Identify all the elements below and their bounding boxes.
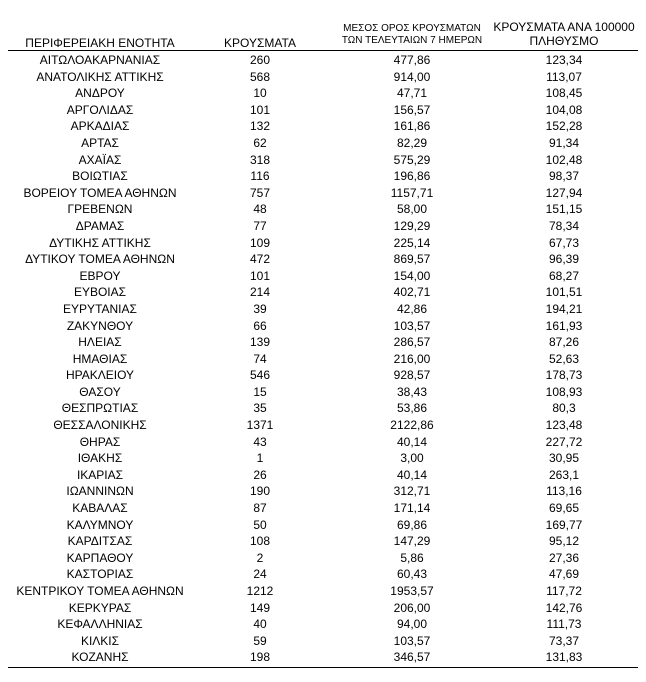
cell-per100k: 152,28 bbox=[545, 119, 583, 134]
cell-per100k: 78,34 bbox=[548, 218, 580, 233]
cell-per100k: 111,73 bbox=[546, 617, 582, 632]
cell-cases: 546 bbox=[249, 368, 271, 383]
cell-cases: 318 bbox=[249, 152, 271, 167]
cell-per100k: 142,76 bbox=[545, 600, 583, 615]
cell-cases: 260 bbox=[249, 53, 271, 67]
cell-avg: 147,29 bbox=[393, 534, 431, 549]
cell-per100k: 123,34 bbox=[545, 53, 583, 67]
table-row bbox=[8, 450, 638, 467]
cell-avg: 161,86 bbox=[393, 119, 431, 134]
cell-avg: 402,71 bbox=[393, 285, 431, 300]
cell-avg: 42,86 bbox=[396, 301, 428, 316]
cell-avg: 154,00 bbox=[393, 268, 431, 283]
table-row bbox=[8, 583, 638, 600]
cell-region: ΚΕΦΑΛΛΗΝΙΑΣ bbox=[57, 617, 143, 632]
cell-cases: 48 bbox=[253, 202, 267, 217]
cell-cases: 10 bbox=[253, 86, 267, 101]
cell-region: ΙΚΑΡΙΑΣ bbox=[76, 467, 124, 482]
cell-cases: 1 bbox=[256, 451, 264, 466]
cell-cases: 74 bbox=[253, 351, 267, 366]
cell-avg: 58,00 bbox=[396, 202, 428, 217]
table-row bbox=[8, 152, 638, 169]
cell-region: ΙΩΑΝΝΙΝΩΝ bbox=[66, 484, 134, 499]
cell-avg: 286,57 bbox=[393, 335, 431, 350]
cell-per100k: 47,69 bbox=[548, 567, 580, 582]
table-row bbox=[8, 301, 638, 318]
table-row bbox=[8, 284, 638, 301]
table-row bbox=[8, 467, 638, 484]
cell-avg: 2122,86 bbox=[390, 418, 434, 433]
table-row bbox=[8, 334, 638, 351]
cell-avg: 196,86 bbox=[393, 169, 431, 184]
cell-cases: 50 bbox=[253, 517, 267, 532]
cell-avg: 129,29 bbox=[393, 218, 431, 233]
table-row bbox=[8, 201, 638, 218]
cell-cases: 62 bbox=[253, 135, 267, 150]
table-body bbox=[8, 52, 638, 666]
cell-per100k: 67,73 bbox=[548, 235, 580, 250]
cell-per100k: 108,93 bbox=[545, 384, 583, 399]
cell-avg: 1953,57 bbox=[390, 584, 434, 598]
cell-avg: 40,14 bbox=[396, 434, 428, 449]
cell-per100k: 80,3 bbox=[552, 401, 576, 416]
cell-per100k: 73,37 bbox=[548, 633, 580, 648]
cell-per100k: 68,27 bbox=[548, 268, 580, 283]
header-avg-7-days bbox=[334, 23, 490, 47]
cell-per100k: 91,34 bbox=[548, 135, 580, 150]
cell-per100k: 30,95 bbox=[548, 451, 580, 466]
cell-region: ΑΝΑΤΟΛΙΚΗΣ ΑΤΤΙΚΗΣ bbox=[36, 69, 164, 84]
cell-cases: 139 bbox=[249, 335, 271, 350]
table-row bbox=[8, 633, 638, 650]
table-row bbox=[8, 434, 638, 451]
cell-region: ΚΕΝΤΡΙΚΟΥ ΤΟΜΕΑ ΑΘΗΝΩΝ bbox=[16, 584, 184, 598]
cell-cases: 109 bbox=[249, 235, 271, 250]
cell-avg: 82,29 bbox=[396, 135, 428, 150]
cell-region: ΒΟΡΕΙΟΥ ΤΟΜΕΑ ΑΘΗΝΩΝ bbox=[23, 185, 177, 200]
table-row bbox=[8, 649, 638, 666]
cell-cases: 1212 bbox=[246, 584, 274, 598]
cell-cases: 35 bbox=[253, 401, 267, 416]
table-row bbox=[8, 185, 638, 202]
table-row bbox=[8, 52, 638, 69]
cell-avg: 47,71 bbox=[396, 86, 428, 101]
cell-avg: 5,86 bbox=[400, 550, 424, 565]
table-row bbox=[8, 218, 638, 235]
cell-avg: 94,00 bbox=[396, 617, 428, 632]
cell-avg: 53,86 bbox=[396, 401, 428, 416]
cell-per100k: 104,08 bbox=[545, 102, 583, 117]
table-row bbox=[8, 483, 638, 500]
cell-cases: 24 bbox=[253, 567, 267, 582]
cell-avg: 171,14 bbox=[393, 501, 431, 516]
cell-cases: 77 bbox=[253, 218, 267, 233]
table-row bbox=[8, 235, 638, 252]
header-avg-line2: ΤΩΝ ΤΕΛΕΥΤΑΙΩΝ 7 ΗΜΕΡΩΝ bbox=[341, 35, 483, 46]
cell-region: ΕΒΡΟΥ bbox=[79, 268, 121, 283]
cell-avg: 477,86 bbox=[393, 53, 431, 67]
cell-region: ΚΑΡΠΑΘΟΥ bbox=[66, 550, 134, 565]
cell-region: ΗΛΕΙΑΣ bbox=[78, 335, 122, 350]
header-avg-line1: ΜΕΣΟΣ ΟΡΟΣ ΚΡΟΥΣΜΑΤΩΝ bbox=[343, 23, 481, 34]
table-row bbox=[8, 268, 638, 285]
cell-cases: 101 bbox=[249, 102, 271, 117]
cell-region: ΑΡΓΟΛΙΔΑΣ bbox=[66, 102, 134, 117]
cell-region: ΑΝΔΡΟΥ bbox=[75, 86, 125, 101]
cell-avg: 225,14 bbox=[393, 235, 431, 250]
cell-cases: 15 bbox=[253, 384, 267, 399]
header-per100k-line2: ΠΛΗΘΥΣΜΟ bbox=[529, 34, 599, 48]
cell-region: ΚΑΒΑΛΑΣ bbox=[72, 501, 128, 516]
table-row bbox=[8, 616, 638, 633]
cell-avg: 206,00 bbox=[393, 600, 431, 615]
header-cases: ΚΡΟΥΣΜΑΤΑ bbox=[224, 36, 296, 50]
cell-per100k: 151,15 bbox=[545, 202, 583, 217]
cell-per100k: 113,16 bbox=[546, 484, 582, 499]
cell-cases: 472 bbox=[249, 252, 271, 267]
cell-per100k: 98,37 bbox=[548, 169, 580, 184]
cell-cases: 101 bbox=[249, 268, 271, 283]
table-row bbox=[8, 517, 638, 534]
cell-cases: 66 bbox=[253, 318, 267, 333]
cell-avg: 38,43 bbox=[396, 384, 428, 399]
table-row bbox=[8, 533, 638, 550]
cell-region: ΕΥΒΟΙΑΣ bbox=[73, 285, 127, 300]
cell-region: ΚΑΡΔΙΤΣΑΣ bbox=[67, 534, 133, 549]
cell-region: ΘΑΣΟΥ bbox=[79, 384, 121, 399]
table-row bbox=[8, 102, 638, 119]
cell-cases: 108 bbox=[249, 534, 271, 549]
cell-avg: 346,57 bbox=[393, 650, 431, 665]
cell-per100k: 101,51 bbox=[545, 285, 583, 300]
cell-region: ΑΧΑΪΑΣ bbox=[78, 152, 122, 167]
table-row bbox=[8, 69, 638, 86]
cell-region: ΗΜΑΘΙΑΣ bbox=[72, 351, 128, 366]
cell-cases: 214 bbox=[249, 285, 271, 300]
bottom-rule bbox=[8, 667, 638, 668]
cell-per100k: 96,39 bbox=[548, 252, 580, 267]
cell-region: ΔΥΤΙΚΟΥ ΤΟΜΕΑ ΑΘΗΝΩΝ bbox=[25, 252, 175, 267]
cell-per100k: 87,26 bbox=[548, 335, 580, 350]
cell-cases: 757 bbox=[249, 185, 271, 200]
table-row bbox=[8, 417, 638, 434]
cell-per100k: 131,83 bbox=[545, 650, 583, 665]
cell-region: ΔΥΤΙΚΗΣ ΑΤΤΙΚΗΣ bbox=[49, 235, 151, 250]
cell-cases: 43 bbox=[253, 434, 267, 449]
table-row bbox=[8, 251, 638, 268]
cell-avg: 914,00 bbox=[393, 69, 431, 84]
cell-avg: 216,00 bbox=[393, 351, 431, 366]
cell-per100k: 263,1 bbox=[548, 467, 580, 482]
cell-region: ΘΕΣΠΡΩΤΙΑΣ bbox=[61, 401, 139, 416]
cell-per100k: 117,72 bbox=[546, 584, 582, 598]
cell-cases: 26 bbox=[253, 467, 267, 482]
cell-region: ΙΘΑΚΗΣ bbox=[77, 451, 123, 466]
table-row bbox=[8, 318, 638, 335]
cell-avg: 40,14 bbox=[396, 467, 428, 482]
cell-region: ΒΟΙΩΤΙΑΣ bbox=[72, 169, 128, 184]
cell-avg: 869,57 bbox=[393, 252, 431, 267]
cell-region: ΚΑΣΤΟΡΙΑΣ bbox=[66, 567, 134, 582]
header-per-100k bbox=[490, 20, 638, 48]
table-row bbox=[8, 85, 638, 102]
cell-cases: 2 bbox=[256, 550, 264, 565]
cell-per100k: 113,07 bbox=[546, 69, 582, 84]
cell-avg: 312,71 bbox=[393, 484, 431, 499]
cell-avg: 69,86 bbox=[396, 517, 428, 532]
cell-region: ΑΡΚΑΔΙΑΣ bbox=[70, 119, 130, 134]
cell-cases: 132 bbox=[249, 119, 271, 134]
cell-avg: 3,00 bbox=[400, 451, 424, 466]
cell-per100k: 108,45 bbox=[545, 86, 583, 101]
cell-region: ΔΡΑΜΑΣ bbox=[75, 218, 125, 233]
cell-region: ΑΡΤΑΣ bbox=[81, 135, 119, 150]
cell-per100k: 178,73 bbox=[545, 368, 583, 383]
table-row bbox=[8, 168, 638, 185]
cell-cases: 198 bbox=[249, 650, 271, 665]
cell-cases: 190 bbox=[249, 484, 271, 499]
header-region: ΠΕΡΙΦΕΡΕΙΑΚΗ ΕΝΟΤΗΤΑ bbox=[25, 36, 175, 50]
cell-region: ΑΙΤΩΛΟΑΚΑΡΝΑΝΙΑΣ bbox=[39, 53, 161, 67]
cell-region: ΕΥΡΥΤΑΝΙΑΣ bbox=[63, 301, 137, 316]
cell-region: ΚΙΛΚΙΣ bbox=[80, 633, 120, 648]
cell-region: ΘΗΡΑΣ bbox=[79, 434, 121, 449]
table-row bbox=[8, 367, 638, 384]
table-row bbox=[8, 384, 638, 401]
table-row bbox=[8, 600, 638, 617]
cell-avg: 575,29 bbox=[393, 152, 431, 167]
cell-region: ΗΡΑΚΛΕΙΟΥ bbox=[65, 368, 135, 383]
header-rule bbox=[8, 50, 638, 51]
cell-avg: 103,57 bbox=[393, 318, 431, 333]
cell-per100k: 69,65 bbox=[548, 501, 580, 516]
table-row bbox=[8, 135, 638, 152]
table-row bbox=[8, 550, 638, 567]
cell-cases: 87 bbox=[253, 501, 267, 516]
cell-cases: 568 bbox=[249, 69, 271, 84]
cell-cases: 149 bbox=[249, 600, 271, 615]
cell-per100k: 27,36 bbox=[548, 550, 580, 565]
cell-per100k: 169,77 bbox=[545, 517, 583, 532]
header-per100k-line1: ΚΡΟΥΣΜΑΤΑ ΑΝΑ 100000 bbox=[493, 20, 635, 34]
table-row bbox=[8, 500, 638, 517]
cell-avg: 60,43 bbox=[396, 567, 428, 582]
table-row bbox=[8, 118, 638, 135]
cell-per100k: 95,12 bbox=[548, 534, 580, 549]
cell-cases: 59 bbox=[253, 633, 267, 648]
cell-region: ΘΕΣΣΑΛΟΝΙΚΗΣ bbox=[53, 418, 147, 433]
cell-avg: 103,57 bbox=[393, 633, 431, 648]
cell-per100k: 161,93 bbox=[545, 318, 583, 333]
cell-per100k: 194,21 bbox=[545, 301, 583, 316]
cell-region: ΓΡΕΒΕΝΩΝ bbox=[67, 202, 133, 217]
cell-per100k: 102,48 bbox=[545, 152, 583, 167]
cell-cases: 116 bbox=[250, 169, 270, 184]
cell-region: ΚΑΛΥΜΝΟΥ bbox=[66, 517, 134, 532]
cell-region: ΖΑΚΥΝΘΟΥ bbox=[66, 318, 134, 333]
cell-per100k: 227,72 bbox=[545, 434, 583, 449]
table-row bbox=[8, 400, 638, 417]
cell-per100k: 52,63 bbox=[548, 351, 580, 366]
cell-avg: 1157,71 bbox=[390, 185, 434, 200]
cell-cases: 1371 bbox=[246, 418, 274, 433]
cell-avg: 156,57 bbox=[393, 102, 431, 117]
cell-region: ΚΕΡΚΥΡΑΣ bbox=[68, 600, 132, 615]
table-row bbox=[8, 351, 638, 368]
table-row bbox=[8, 566, 638, 583]
cell-cases: 40 bbox=[253, 617, 267, 632]
cell-per100k: 123,48 bbox=[545, 418, 583, 433]
cell-avg: 928,57 bbox=[393, 368, 431, 383]
cell-per100k: 127,94 bbox=[545, 185, 583, 200]
cell-region: ΚΟΖΑΝΗΣ bbox=[71, 650, 129, 665]
cell-cases: 39 bbox=[253, 301, 267, 316]
